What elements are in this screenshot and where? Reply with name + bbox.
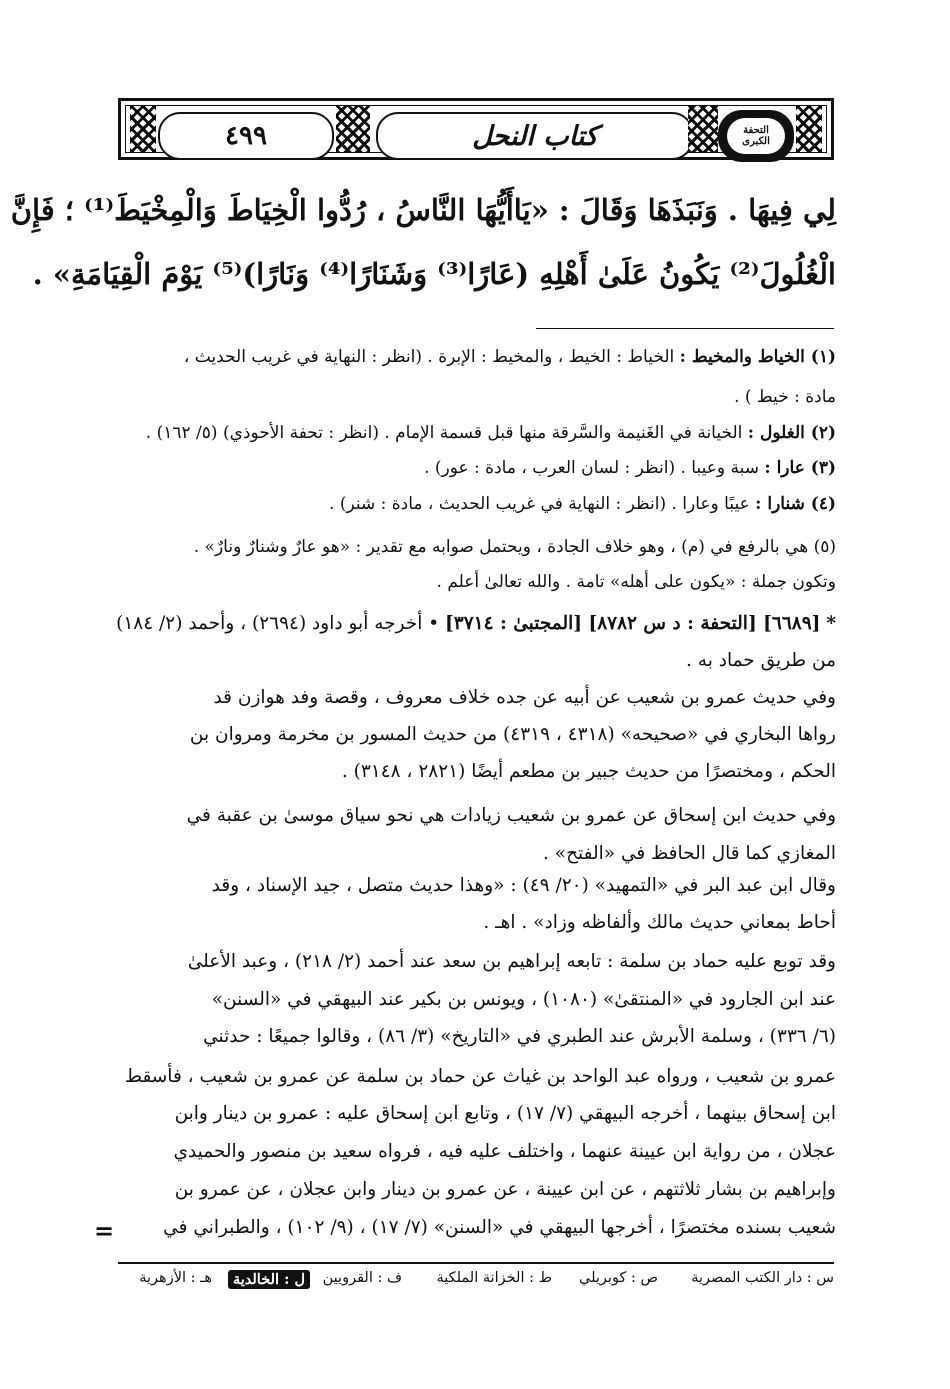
siglum-ha: هـ : الأزهرية	[139, 1270, 212, 1286]
footnote-separator	[536, 328, 834, 329]
footnote-5: (٥) هي بالرفع في (م) ، وهو خلاف الجادة ، ويحتمل صوابه مع تقدير : «هو عارٌ وشنارٌ ونارٌ» .	[193, 537, 836, 557]
commentary-line: رواها البخاري في «صحيحه» (٤٣١٨ ، ٤٣١٩) من حديث المسور بن مخرمة ومروان بن	[189, 724, 836, 745]
footnote-1-cont: مادة : خيط ) .	[734, 387, 836, 407]
commentary-line: المغازي كما قال الحافظ في «الفتح» .	[543, 843, 836, 864]
seal-text-line1: التحفة	[743, 125, 769, 136]
commentary-line: أحاط بمعاني حديث مالك وألفاظه وزاد» . اهـ .	[483, 912, 836, 933]
commentary-line: عند ابن الجارود في «المنتقىٰ» (١٠٨٠) ، ويونس بن بكير عند البيهقي في «السنن»	[211, 989, 836, 1010]
takhrij-text: • أخرجه أبو داود (٢٦٩٤) ، وأحمد (٢/ ١٨٤)	[116, 613, 446, 634]
footnote-text: سبة وعيبا . (انظر : لسان العرب ، مادة : عور) .	[424, 458, 765, 478]
seal-text-line2: الكبرى	[742, 136, 770, 147]
takhrij-heading	[118, 606, 836, 642]
footnote-term: (٢) الغلول :	[747, 423, 836, 443]
manuscript-sigla-footer	[118, 1268, 834, 1294]
seal-inner	[727, 118, 785, 154]
footnote-text: الخيانة في الغَنيمة والسَّرقة منها قبل قسمة الإمام . (انظر : تحفة الأحوذي) (٥/ ١٦٢) .	[145, 423, 748, 443]
book-title-frame	[376, 112, 694, 160]
commentary-line: وفي حديث عمرو بن شعيب عن أبيه عن جده خلاف معروف ، وقصة وفد هوازن قد	[213, 687, 836, 708]
footnote-term: (٤) شنارا :	[755, 494, 836, 514]
page-number: ٤٩٩	[225, 121, 267, 151]
commentary-line: وقد توبع عليه حماد بن سلمة : تابعه إبراهيم بن سعد عند أحمد (٢/ ٢١٨) ، وعبد الأعلىٰ	[187, 951, 836, 972]
page-number-frame	[158, 112, 334, 160]
footnote-text: الخياط : الخيط ، والمخيط : الإبرة . (انظر : النهاية في غريب الحديث ،	[183, 347, 680, 367]
footnote-term: (٣) عارا :	[764, 458, 836, 478]
footnote-4	[118, 487, 836, 521]
seal-logo	[718, 110, 794, 162]
commentary-line: (٦/ ٣٣٦) ، وسلمة الأبرش عند الطبري في «التاريخ» (٣/ ٨٦) ، وقالوا جميعًا : حدثني	[203, 1026, 836, 1047]
siglum-sad: ص : كوبريلي	[579, 1270, 658, 1286]
continuation-mark: =	[94, 1216, 115, 1245]
footnote-term: (١) الخياط والمخيط :	[679, 347, 836, 367]
commentary-line: وفي حديث ابن إسحاق عن عمرو بن شعيب زيادات هي نحو سياق موسىٰ بن عقبة في	[186, 805, 836, 826]
hadith-line-2: الْغُلُولَ⁽²⁾ يَكُونُ عَلَىٰ أَهْلِهِ (عَارًا⁽³⁾ وَشَنَارًا⁽⁴⁾ وَنَارًا)⁽⁵⁾ يَوْمَ الْقِيَامَةِ» .	[32, 257, 836, 291]
takhrij-reference: [٦٦٨٩] [التحفة : د س ٨٧٨٢] [المجتبىٰ : ٣٧١٤]	[445, 613, 821, 634]
siglum-fa: ف : القرويين	[322, 1270, 402, 1286]
page-header-banner	[118, 98, 834, 160]
knot-ornament	[796, 106, 822, 152]
footnote-5-cont: وتكون جملة : «يكون على أهله» تامة . والله تعالىٰ أعلم .	[436, 572, 836, 592]
commentary-line: الحكم ، ومختصرًا من حديث جبير بن مطعم أيضًا (٢٨٢١ ، ٣١٤٨) .	[341, 761, 836, 782]
footnote-3	[118, 451, 836, 485]
commentary-line: وقال ابن عبد البر في «التمهيد» (٢٠/ ٤٩) : «وهذا حديث متصل ، جيد الإسناد ، وقد	[211, 875, 836, 896]
book-title: كتاب النحل	[472, 120, 598, 152]
commentary-line: وإبراهيم بن بشار ثلاثتهم ، عن ابن عيينة ، عن عمرو بن دينار وابن عجلان ، عن عمرو بن	[174, 1179, 836, 1200]
siglum-lam: ل : الخالدية	[228, 1270, 310, 1289]
footnote-2	[118, 416, 836, 450]
siglum-s: س : دار الكتب المصرية	[691, 1270, 834, 1286]
commentary-line: عجلان ، من رواية ابن عيينة عنهما ، واختلف عليه فيه ، فرواه سعيد بن منصور والحميدي	[173, 1141, 836, 1162]
knot-ornament	[130, 106, 156, 152]
commentary-line: ابن إسحاق بينهما ، أخرجه البيهقي (٧/ ١٧) ، وتابع ابن إسحاق عليه : عمرو بن دينار وابن	[174, 1103, 836, 1124]
commentary-line: من طريق حماد به .	[686, 650, 836, 671]
footnote-1	[118, 340, 836, 374]
hadith-line-1: لِي فِيهَا . وَنَبَذَهَا وَقَالَ : «يَاأَيُّهَا النَّاسُ ، رُدُّوا الْخِيَاطَ وَالْمِخْيَطَ⁽¹⁾ ؛ فَإِنَّ	[10, 193, 836, 227]
siglum-ta: ط : الخزانة الملكية	[436, 1270, 552, 1286]
knot-ornament	[336, 106, 370, 152]
footer-rule	[118, 1262, 834, 1264]
star-marker: *	[826, 613, 836, 634]
banner-border	[125, 105, 827, 153]
commentary-line: شعيب بسنده مختصرًا ، أخرجها البيهقي في «السنن» (٧/ ١٧) ، (٩/ ١٠٢) ، والطبراني في	[163, 1217, 836, 1238]
knot-ornament	[688, 106, 718, 152]
commentary-line: عمرو بن شعيب ، ورواه عبد الواحد بن غياث عن حماد بن سلمة عن عمرو بن شعيب ، فأسقط	[124, 1066, 836, 1087]
footnote-text: عيبًا وعارا . (انظر : النهاية في غريب الحديث ، مادة : شنر) .	[329, 494, 756, 514]
